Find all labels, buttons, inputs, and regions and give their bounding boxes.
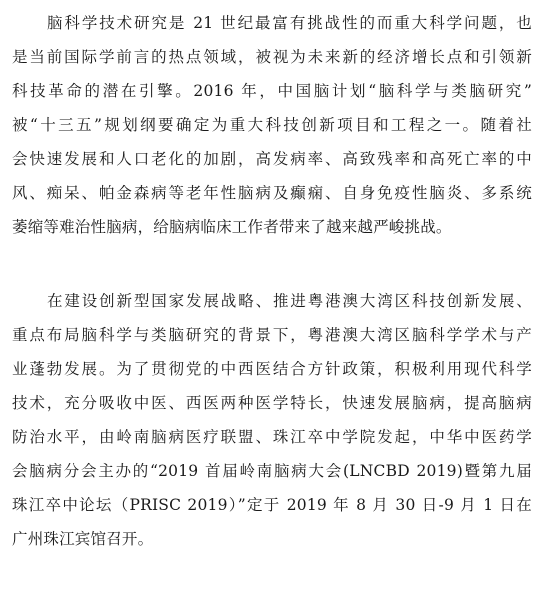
text-line: 珠江卒中论坛（PRISC 2019）”定于 2019 年 8 月 30 日-9 月 1 日在: [12, 496, 532, 514]
text-line: 防治水平，由岭南脑病医疗联盟、珠江卒中学院发起，中华中医药学: [12, 428, 532, 446]
text-line: 萎缩等难治性脑病，给脑病临床工作者带来了越来越严峻挑战。: [12, 218, 452, 236]
text-line: 脑科学技术研究是 21 世纪最富有挑战性的而重大科学问题，也: [47, 14, 532, 32]
text-line: 风、痴呆、帕金森病等老年性脑病及癫痫、自身免疫性脑炎、多系统: [12, 184, 532, 202]
text-line: 会脑病分会主办的“2019 首届岭南脑病大会(LNCBD 2019)暨第九届: [12, 462, 532, 480]
text-line: 业蓬勃发展。为了贯彻党的中西医结合方针政策，积极利用现代科学: [12, 360, 532, 378]
text-line: 被“十三五”规划纲要确定为重大科技创新项目和工程之一。随着社: [12, 116, 532, 134]
text-line: 会快速发展和人口老化的加剧，高发病率、高致残率和高死亡率的中: [12, 150, 532, 168]
text-line: 在建设创新型国家发展战略、推进粤港澳大湾区科技创新发展、: [47, 292, 532, 310]
text-line: 广州珠江宾馆召开。: [12, 530, 154, 548]
text-line: 重点布局脑科学与类脑研究的背景下，粤港澳大湾区脑科学学术与产: [12, 326, 532, 344]
text-line: 科技革命的潜在引擎。2016 年，中国脑计划“脑科学与类脑研究”: [12, 82, 532, 100]
text-line: 技术，充分吸收中医、西医两种医学特长，快速发展脑病，提高脑病: [12, 394, 532, 412]
text-line: 是当前国际学前言的热点领域，被视为未来新的经济增长点和引领新: [12, 48, 532, 66]
